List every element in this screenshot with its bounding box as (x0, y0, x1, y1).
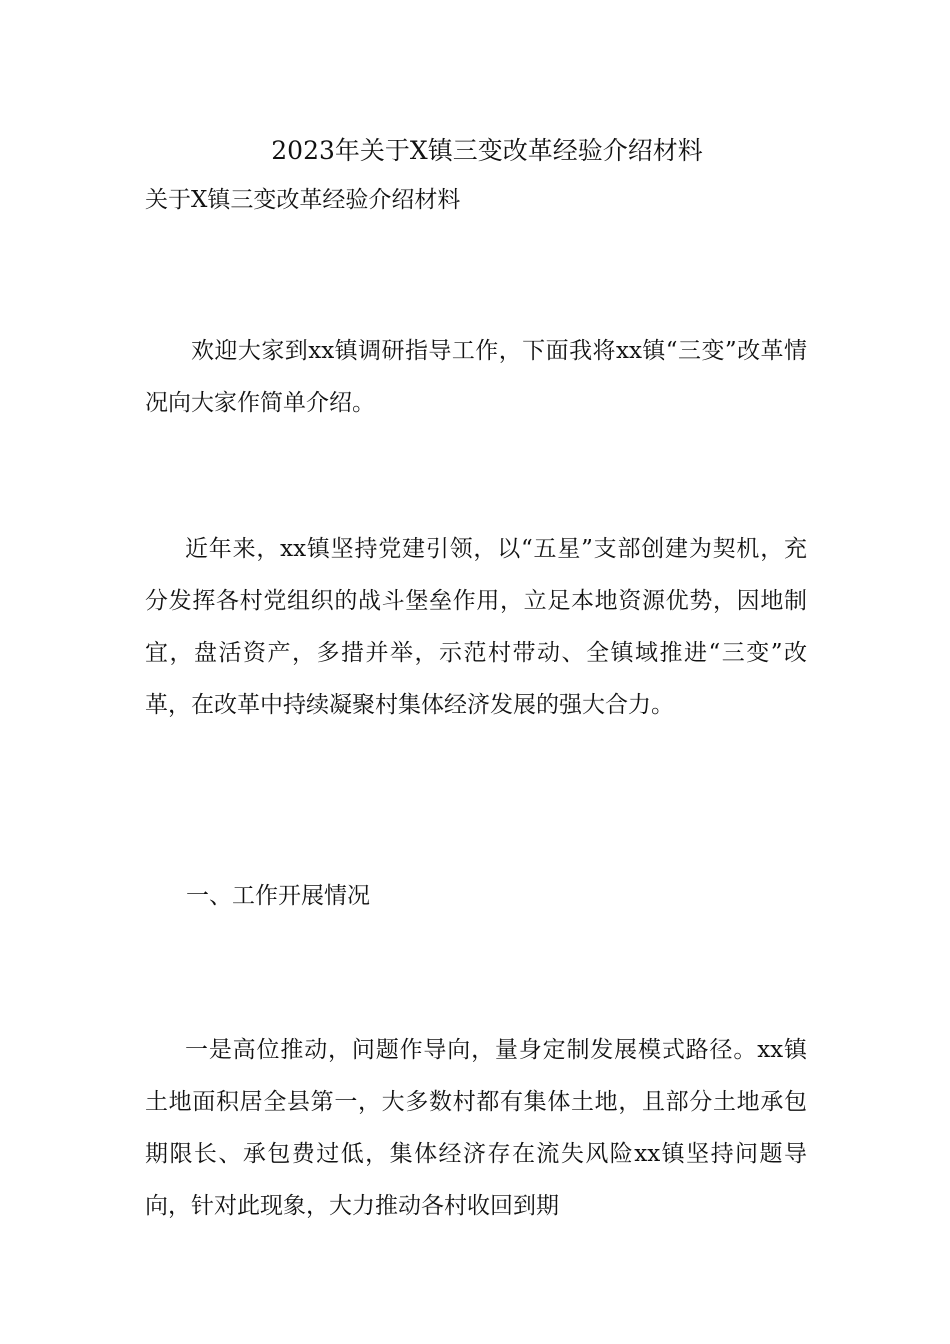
overview-paragraph: 近年来，xx镇坚持党建引领，以“五星”支部创建为契机，充分发挥各村党组织的战斗堡垒作用，立足本地资源优势，因地制宜，盘活资产，多措并举，示范村带动、全镇域推进“三变”改革，在改革中持续凝聚村集体经济发展的强大合力。 (145, 536, 807, 718)
intro-paragraph: 欢迎大家到xx镇调研指导工作，下面我将xx镇“三变”改革情况向大家作简单介绍。 (145, 338, 807, 416)
section-heading: 一、工作开展情况 (186, 883, 370, 909)
section-paragraph: 一是高位推动，问题作导向，量身定制发展模式路径。xx镇土地面积居全县第一，大多数村都有集体土地，且部分土地承包期限长、承包费过低，集体经济存在流失风险xx镇坚持问题导向，针对此现象，大力推动各村收回到期 (145, 1037, 807, 1219)
document-subtitle: 关于X镇三变改革经验介绍材料 (145, 187, 461, 213)
document-title: 2023年关于X镇三变改革经验介绍材料 (271, 136, 703, 165)
